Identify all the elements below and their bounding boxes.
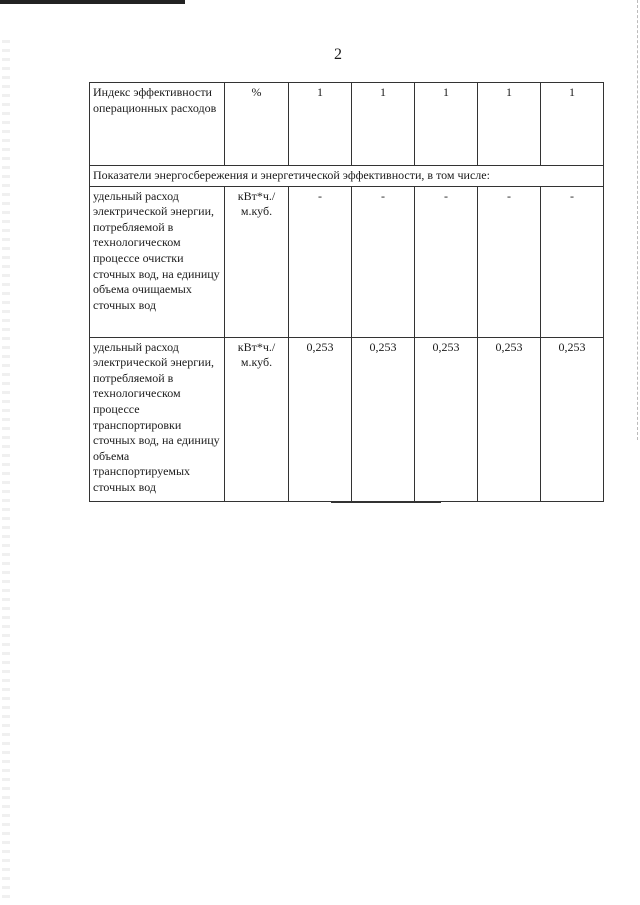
closing-rule	[331, 502, 441, 503]
indicator-value: 0,253	[415, 337, 478, 501]
indicator-value: 0,253	[289, 337, 352, 501]
indicators-table	[89, 82, 604, 502]
scan-artifact-top	[0, 0, 185, 4]
indicator-value: 0,253	[478, 337, 541, 501]
indicator-unit: кВт*ч./м.куб.	[225, 186, 289, 337]
indicator-name: Индекс эффективности операционных расходов	[90, 83, 225, 166]
section-row	[90, 166, 604, 187]
indicator-value: 1	[289, 83, 352, 166]
indicator-value: -	[352, 186, 415, 337]
indicator-value: 0,253	[541, 337, 604, 501]
page-number: 2	[334, 46, 342, 63]
table-row	[90, 186, 604, 337]
indicator-unit: %	[225, 83, 289, 166]
section-title: Показатели энергосбережения и энергетической эффективности, в том числе:	[90, 166, 604, 187]
indicator-value: -	[541, 186, 604, 337]
indicator-value: -	[289, 186, 352, 337]
scan-artifact-right	[633, 0, 638, 440]
indicator-value: 1	[415, 83, 478, 166]
indicator-unit: кВт*ч./м.куб.	[225, 337, 289, 501]
scan-artifact-left	[2, 40, 10, 900]
indicator-value: -	[415, 186, 478, 337]
indicator-value: 1	[352, 83, 415, 166]
indicator-value: 1	[541, 83, 604, 166]
indicator-value: -	[478, 186, 541, 337]
indicator-value: 0,253	[352, 337, 415, 501]
table-row	[90, 83, 604, 166]
indicator-value: 1	[478, 83, 541, 166]
indicator-name: удельный расход электрической энергии, потребляемой в технологическом процессе транспортировки сточных вод, на единицу объема транспортируемых сточных вод	[90, 337, 225, 501]
indicator-name: удельный расход электрической энергии, потребляемой в технологическом процессе очистки сточных вод, на единицу объема очищаемых сточных вод	[90, 186, 225, 337]
table-row	[90, 337, 604, 501]
